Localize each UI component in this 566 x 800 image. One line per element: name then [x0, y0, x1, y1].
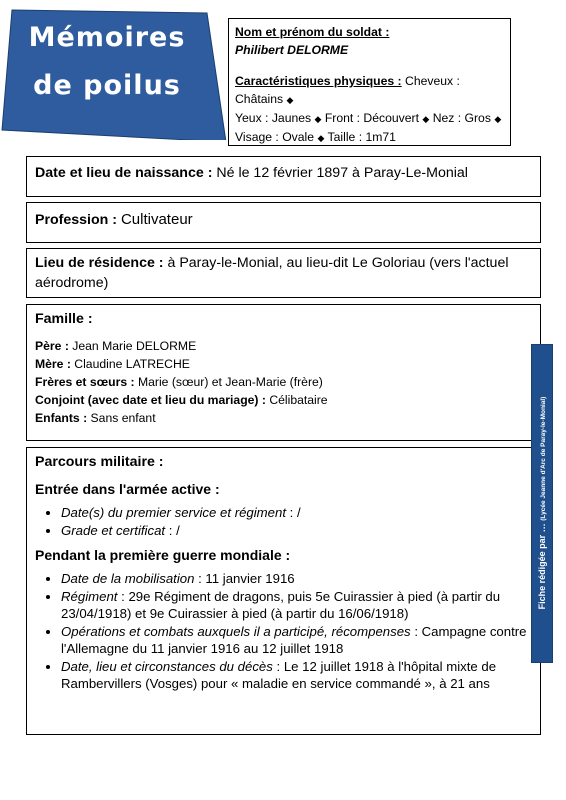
item-value: : Campagne contre l'Allemagne du 11 janvier 1916 au 12 juillet 1918 — [61, 624, 527, 656]
identity-box — [228, 18, 511, 146]
residence-section — [26, 248, 541, 298]
list-item — [61, 658, 532, 692]
family-row-value: Sans enfant — [90, 411, 156, 425]
physical-line-1 — [235, 72, 504, 109]
family-row-label: Enfants : — [35, 411, 88, 425]
family-row-label: Frères et sœurs : — [35, 375, 135, 389]
bullet-icon: ◆ — [317, 133, 325, 143]
family-row — [35, 373, 532, 391]
profession-value: Cultivateur — [120, 211, 193, 228]
item-label: Opérations et combats auxquels il a participé, récompenses — [61, 624, 411, 639]
family-row-value: Jean Marie DELORME — [72, 339, 197, 353]
war-heading: Pendant la première guerre mondiale : — [35, 547, 291, 563]
item-value: : 11 janvier 1916 — [194, 571, 295, 586]
family-row — [35, 355, 532, 373]
birth-value: Né le 12 février 1897 à Paray-Le-Monial — [216, 165, 468, 181]
entry-list — [35, 504, 532, 539]
entry-heading: Entrée dans l'armée active : — [35, 481, 220, 497]
birth-section — [26, 156, 541, 197]
item-value: : Le 12 juillet 1918 à l'hôpital mixte de Rambervillers (Vosges) pour « maladie en service commandé », à 21 ans — [61, 659, 497, 691]
family-title: Famille : — [35, 311, 93, 327]
list-item — [61, 522, 532, 539]
item-value: : / — [165, 523, 180, 538]
eyes-value: Yeux : Jaunes — [235, 111, 312, 125]
residence-label: Lieu de résidence : — [35, 255, 164, 271]
list-item — [61, 588, 532, 622]
family-row — [35, 337, 532, 355]
family-row-value: Claudine LATRECHE — [74, 357, 190, 371]
bullet-icon: ◆ — [314, 114, 322, 124]
name-label: Nom et prénom du soldat : — [235, 25, 390, 39]
profession-section — [26, 202, 541, 243]
family-row-label: Conjoint (avec date et lieu du mariage) : — [35, 393, 266, 407]
bullet-icon: ◆ — [494, 114, 502, 124]
physical-line-2 — [235, 109, 504, 128]
family-row-value: Célibataire — [269, 393, 328, 407]
item-label: Date, lieu et circonstances du décès — [61, 659, 273, 674]
profession-label: Profession : — [35, 212, 117, 228]
sidebar-text — [537, 397, 547, 610]
birth-label: Date et lieu de naissance : — [35, 165, 213, 181]
military-section — [26, 447, 541, 735]
item-label: Régiment — [61, 589, 118, 604]
hair-value: Cheveux : Châtains — [235, 74, 460, 106]
banner-line-2: de poilus — [33, 70, 181, 101]
war-list — [35, 570, 532, 692]
face-value: Visage : Ovale — [235, 130, 315, 144]
family-row-value: Marie (sœur) et Jean-Marie (frère) — [137, 375, 323, 389]
item-value: : 29e Régiment de dragons, puis 5e Cuirassier à pied (à partir du 23/04/1918) et 9e Cuirassier à pied (à partir du 16/06/1918) — [61, 589, 501, 621]
bullet-icon: ◆ — [422, 114, 430, 124]
list-item — [61, 504, 532, 521]
item-label: Date(s) du premier service et régiment — [61, 505, 286, 520]
author-sidebar — [531, 344, 553, 663]
family-section — [26, 304, 541, 441]
residence-value: à Paray-le-Monial, au lieu-dit Le Goloriau (vers l'actuel aérodrome) — [35, 255, 509, 291]
family-row-label: Père : — [35, 339, 69, 353]
bullet-icon: ◆ — [286, 95, 294, 105]
forehead-value: Front : Découvert — [324, 111, 419, 125]
military-title: Parcours militaire : — [35, 454, 164, 470]
item-value: : / — [286, 505, 301, 520]
family-row-label: Mère : — [35, 357, 71, 371]
item-label: Grade et certificat — [61, 523, 166, 538]
list-item — [61, 623, 532, 657]
physical-label: Caractéristiques physiques : — [235, 74, 402, 88]
nose-value: Nez : Gros — [432, 111, 491, 125]
list-item — [61, 570, 532, 587]
sidebar-small: (Lycée Jeanne d'Arc de Paray-le-Monial) — [540, 396, 547, 521]
item-label: Date de la mobilisation — [61, 571, 195, 586]
banner — [0, 0, 230, 140]
family-row — [35, 409, 532, 427]
height-value: Taille : 1m71 — [327, 130, 396, 144]
physical-line-3 — [235, 128, 504, 147]
family-row — [35, 391, 532, 409]
soldier-name: Philibert DELORME — [235, 43, 349, 57]
sidebar-main: Fiche rédigée par … — [537, 523, 547, 610]
banner-line-1: Mémoires — [28, 22, 186, 53]
